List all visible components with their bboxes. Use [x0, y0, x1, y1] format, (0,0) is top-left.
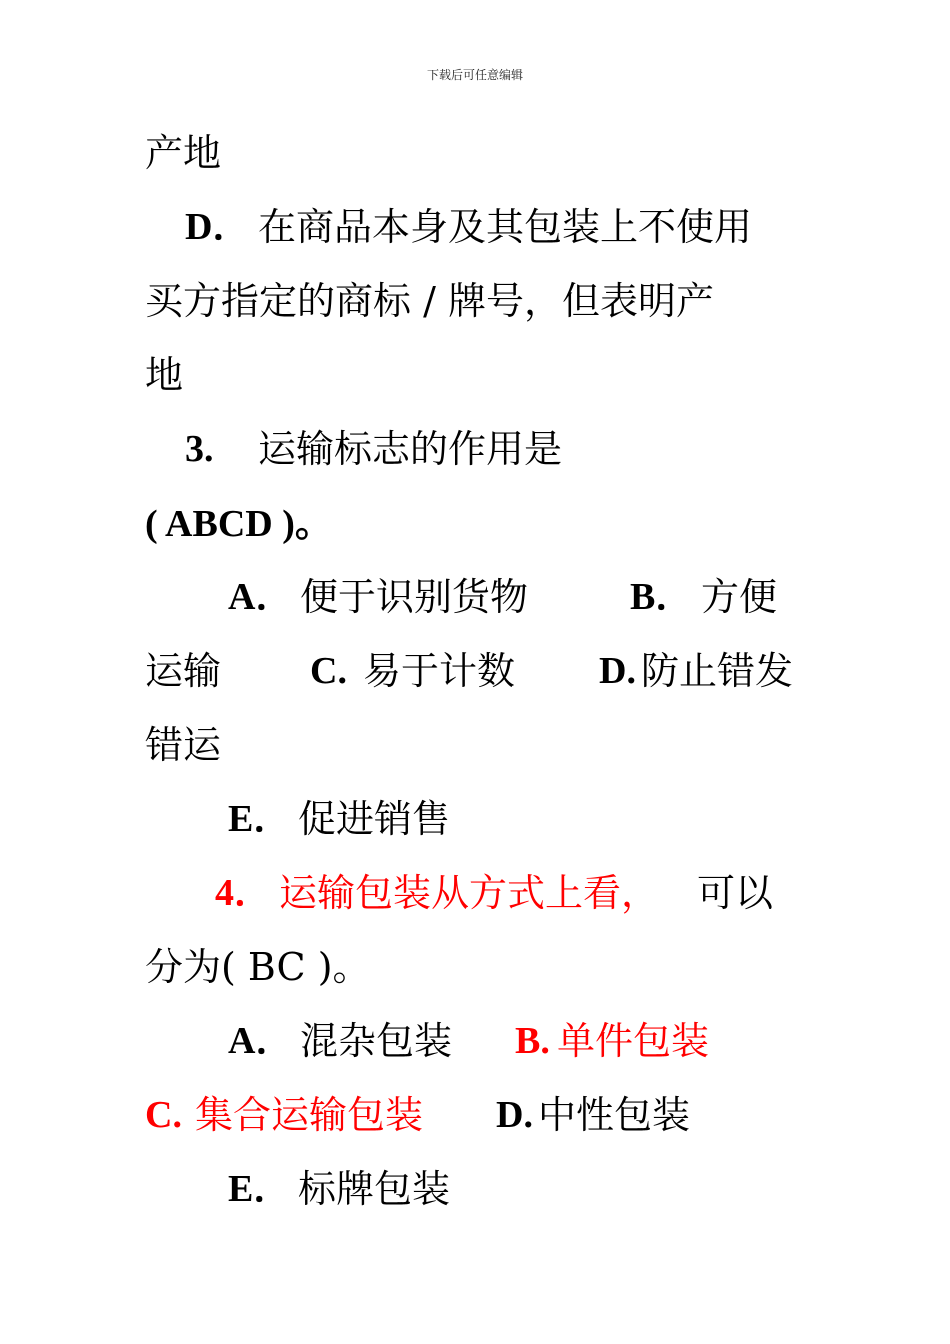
q4-option-d-text: 中性包装	[538, 1093, 691, 1137]
q2-tail-text: 产地	[145, 131, 222, 175]
q4-stem-rest: 可以	[697, 871, 774, 915]
q3-number: 3.	[185, 428, 214, 470]
q2-option-d-text-cont: 买方指定的商标 / 牌号，但表明产	[145, 279, 714, 323]
q3-options-line3	[145, 708, 825, 782]
q3-option-e-text: 促进销售	[298, 797, 451, 841]
q3-option-b-text: 方便	[701, 575, 778, 619]
q3-option-b-label: B．	[630, 576, 694, 618]
q4-option-a-label: A．	[228, 1020, 294, 1062]
q3-answer-line	[145, 486, 825, 560]
q3-option-e-label: E．	[228, 798, 292, 840]
q3-options-line1	[145, 560, 825, 634]
q3-option-d-text: 防止错发	[641, 649, 794, 693]
q4-stem-answer: 分为( BC )。	[145, 945, 371, 989]
q4-stem-highlight: 运输包装从方式上看，	[279, 871, 660, 915]
q3-option-b-text-cont: 运输	[145, 649, 222, 693]
q4-option-b-text: 单件包装	[557, 1019, 710, 1063]
q4-options-line3	[145, 1152, 825, 1226]
q4-option-d-label: D.	[496, 1094, 533, 1136]
q2-option-d-label: D．	[185, 206, 251, 248]
q4-stem-line	[145, 856, 825, 930]
q4-options-line1	[145, 1004, 825, 1078]
q3-stem: 运输标志的作用是	[258, 427, 563, 471]
q2-option-d-text: 在商品本身及其包装上不使用	[258, 205, 753, 249]
q3-option-c-label: C.	[310, 650, 347, 692]
q3-options-line2	[145, 634, 825, 708]
q4-option-c-label: C.	[145, 1094, 182, 1136]
q3-option-d-label: D.	[599, 650, 636, 692]
q3-option-d-text-cont: 错运	[145, 723, 222, 767]
document-body	[145, 116, 825, 1226]
q4-stem-line2	[145, 930, 825, 1004]
q4-option-a-text: 混杂包装	[300, 1019, 453, 1063]
q4-option-b-label: B.	[515, 1020, 550, 1062]
q2-option-d-line3	[145, 338, 825, 412]
q4-option-e-label: E．	[228, 1168, 292, 1210]
q3-stem-line	[145, 412, 825, 486]
q4-option-c-text: 集合运输包装	[195, 1093, 424, 1137]
q3-options-line4	[145, 782, 825, 856]
q4-number: 4．	[215, 872, 273, 914]
q2-option-d-line2	[145, 264, 825, 338]
q2-tail-line	[145, 116, 825, 190]
q4-option-e-text: 标牌包装	[298, 1167, 451, 1211]
q3-option-a-text: 便于识别货物	[300, 575, 529, 619]
q3-option-c-text: 易于计数	[363, 649, 516, 693]
q3-answer: ( ABCD )。	[145, 503, 333, 545]
q2-option-d-line1	[145, 190, 825, 264]
q4-options-line2	[145, 1078, 825, 1152]
page-header: 下载后可任意编辑	[426, 68, 523, 82]
q2-option-d-text-end: 地	[145, 353, 184, 397]
q3-option-a-label: A．	[228, 576, 294, 618]
